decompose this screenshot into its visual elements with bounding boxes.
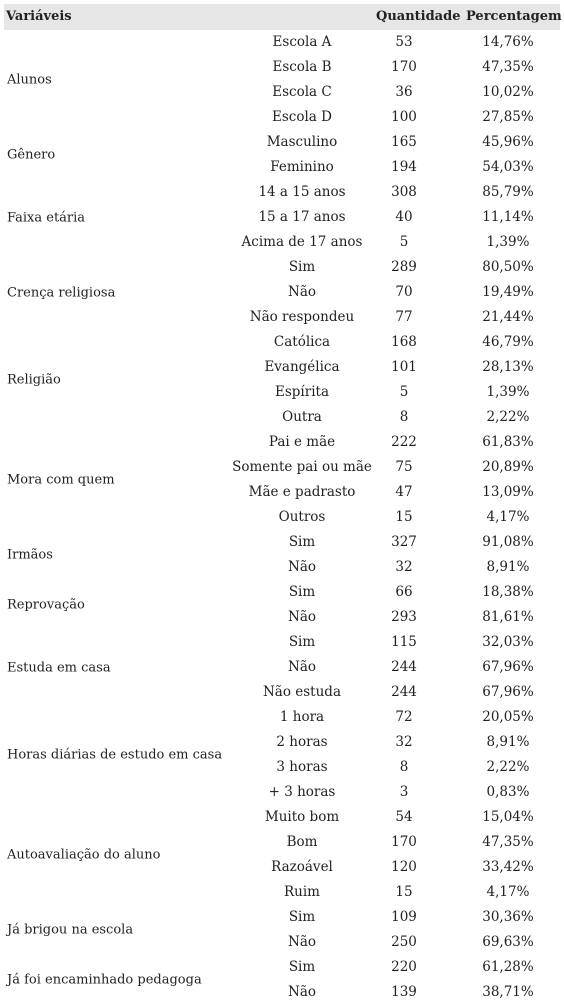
quantity-cell: 289 (391, 259, 417, 275)
quantity-cell: 5 (399, 384, 409, 400)
percentage-cell: 45,96% (482, 134, 534, 150)
category-cell: Escola D (272, 109, 332, 125)
variable-group (4, 905, 560, 955)
table-row (4, 155, 560, 180)
variable-group (4, 630, 560, 705)
variable-group (4, 805, 560, 905)
category-cell: 1 hora (279, 709, 325, 725)
category-cell: Não (288, 984, 316, 1000)
category-cell: Não (288, 609, 316, 625)
category-cell: Escola A (272, 34, 332, 50)
quantity-cell: 54 (395, 809, 413, 825)
category-cell: Escola C (272, 84, 332, 100)
quantity-cell: 170 (391, 834, 417, 850)
category-cell: + 3 horas (268, 784, 336, 800)
quantity-cell: 120 (391, 859, 417, 875)
quantity-cell: 139 (391, 984, 417, 1000)
percentage-cell: 47,35% (482, 834, 534, 850)
percentage-cell: 4,17% (486, 509, 530, 525)
category-cell: Acima de 17 anos (241, 234, 363, 250)
table-row (4, 55, 560, 80)
category-cell: Não estuda (262, 684, 341, 700)
percentage-cell: 47,35% (482, 59, 534, 75)
category-cell: Sim (288, 634, 316, 650)
quantity-cell: 100 (391, 109, 417, 125)
category-cell: 3 horas (276, 759, 328, 775)
category-cell: Sim (288, 584, 316, 600)
quantity-cell: 308 (391, 184, 417, 200)
table-row (4, 380, 560, 405)
quantity-cell: 250 (391, 934, 417, 950)
category-cell: Ruim (284, 884, 320, 900)
category-cell: Outra (282, 409, 322, 425)
variable-label: Autoavaliação do aluno (7, 847, 161, 863)
header-percentagem: Percentagem (466, 9, 562, 24)
variable-group (4, 705, 560, 805)
quantity-cell: 194 (391, 159, 417, 175)
variable-label: Horas diárias de estudo em casa (7, 747, 223, 763)
quantity-cell: 222 (391, 434, 417, 450)
percentage-cell: 61,83% (482, 434, 534, 450)
variable-group (4, 255, 560, 330)
table-row (4, 755, 560, 780)
data-table (4, 4, 560, 1005)
table-row (4, 905, 560, 930)
quantity-cell: 170 (391, 59, 417, 75)
percentage-cell: 91,08% (482, 534, 534, 550)
quantity-cell: 8 (399, 759, 409, 775)
percentage-cell: 18,38% (482, 584, 534, 600)
table-row (4, 830, 560, 855)
quantity-cell: 36 (395, 84, 413, 100)
table-row (4, 480, 560, 505)
percentage-cell: 8,91% (486, 559, 530, 575)
quantity-cell: 220 (391, 959, 417, 975)
table-row (4, 180, 560, 205)
table-row (4, 930, 560, 955)
percentage-cell: 81,61% (482, 609, 534, 625)
variable-group (4, 580, 560, 630)
table-row (4, 880, 560, 905)
table-row (4, 505, 560, 530)
category-cell: 14 a 15 anos (258, 184, 346, 200)
category-cell: Masculino (266, 134, 338, 150)
quantity-cell: 244 (391, 684, 417, 700)
quantity-cell: 3 (399, 784, 409, 800)
category-cell: Não respondeu (249, 309, 355, 325)
variable-group (4, 530, 560, 580)
percentage-cell: 4,17% (486, 884, 530, 900)
category-cell: Não (288, 559, 316, 575)
table-row (4, 355, 560, 380)
category-cell: Outros (278, 509, 326, 525)
table-row (4, 530, 560, 555)
percentage-cell: 0,83% (486, 784, 530, 800)
quantity-cell: 47 (395, 484, 413, 500)
category-cell: Não (288, 934, 316, 950)
quantity-cell: 293 (391, 609, 417, 625)
table-row (4, 780, 560, 805)
category-cell: 15 a 17 anos (258, 209, 346, 225)
category-cell: Não (288, 659, 316, 675)
category-cell: Não (288, 284, 316, 300)
table-row (4, 580, 560, 605)
percentage-cell: 69,63% (482, 934, 534, 950)
category-cell: Sim (288, 959, 316, 975)
table-row (4, 330, 560, 355)
variable-label: Irmãos (7, 547, 53, 563)
table-row (4, 255, 560, 280)
variable-label: Religião (7, 372, 61, 388)
quantity-cell: 109 (391, 909, 417, 925)
variable-group (4, 180, 560, 255)
percentage-cell: 1,39% (486, 234, 530, 250)
percentage-cell: 11,14% (482, 209, 534, 225)
quantity-cell: 244 (391, 659, 417, 675)
quantity-cell: 70 (395, 284, 413, 300)
percentage-cell: 20,89% (482, 459, 534, 475)
category-cell: Bom (286, 834, 318, 850)
variable-label: Crença religiosa (7, 285, 116, 300)
variable-label: Estuda em casa (7, 660, 111, 675)
variable-label: Gênero (7, 147, 56, 163)
percentage-cell: 19,49% (482, 284, 534, 300)
category-cell: Evangélica (264, 359, 340, 375)
quantity-cell: 77 (395, 309, 413, 325)
quantity-cell: 168 (391, 334, 417, 350)
quantity-cell: 5 (399, 234, 409, 250)
percentage-cell: 38,71% (482, 984, 534, 1000)
category-cell: Sim (288, 259, 316, 275)
quantity-cell: 32 (395, 559, 413, 575)
quantity-cell: 115 (391, 634, 417, 650)
percentage-cell: 15,04% (482, 809, 534, 825)
quantity-cell: 53 (395, 34, 413, 50)
percentage-cell: 54,03% (482, 159, 534, 175)
table-row (4, 705, 560, 730)
variable-label: Já foi encaminhado pedagoga (7, 972, 202, 988)
quantity-cell: 8 (399, 409, 409, 425)
category-cell: Somente pai ou mãe (232, 459, 372, 475)
variable-group (4, 430, 560, 530)
table-row (4, 80, 560, 105)
percentage-cell: 67,96% (482, 684, 534, 700)
header-variaveis: Variáveis (6, 9, 72, 24)
variable-group (4, 30, 560, 130)
percentage-cell: 80,50% (482, 259, 534, 275)
table-row (4, 655, 560, 680)
table-row (4, 980, 560, 1005)
percentage-cell: 20,05% (482, 709, 534, 725)
table-row (4, 430, 560, 455)
quantity-cell: 327 (391, 534, 417, 550)
table-row (4, 455, 560, 480)
percentage-cell: 2,22% (486, 759, 530, 775)
table-row (4, 555, 560, 580)
table-row (4, 855, 560, 880)
variable-label: Mora com quem (7, 472, 115, 488)
category-cell: Católica (273, 334, 331, 350)
percentage-cell: 8,91% (486, 734, 530, 750)
variable-label: Já brigou na escola (7, 922, 134, 938)
quantity-cell: 165 (391, 134, 417, 150)
percentage-cell: 33,42% (482, 859, 534, 875)
header-quantidade: Quantidade (376, 9, 461, 24)
table-row (4, 105, 560, 130)
table-row (4, 280, 560, 305)
category-cell: Razoável (271, 859, 333, 875)
table-row (4, 30, 560, 55)
quantity-cell: 15 (395, 509, 413, 525)
table-row (4, 230, 560, 255)
percentage-cell: 85,79% (482, 184, 534, 200)
variable-group (4, 330, 560, 430)
percentage-cell: 28,13% (482, 359, 534, 375)
percentage-cell: 10,02% (482, 84, 534, 100)
percentage-cell: 1,39% (486, 384, 530, 400)
percentage-cell: 2,22% (486, 409, 530, 425)
category-cell: Mãe e padrasto (248, 484, 356, 500)
variable-label: Alunos (7, 72, 52, 88)
table-row (4, 730, 560, 755)
percentage-cell: 30,36% (482, 909, 534, 925)
table-row (4, 605, 560, 630)
variable-label: Reprovação (7, 597, 85, 613)
percentage-cell: 32,03% (482, 634, 534, 650)
quantity-cell: 40 (395, 209, 413, 225)
table-row (4, 405, 560, 430)
percentage-cell: 46,79% (482, 334, 534, 350)
category-cell: Sim (288, 909, 316, 925)
variable-group (4, 130, 560, 180)
table-body (4, 30, 560, 1005)
table-row (4, 130, 560, 155)
category-cell: 2 horas (276, 734, 328, 750)
category-cell: Pai e mãe (268, 434, 336, 450)
percentage-cell: 21,44% (482, 309, 534, 325)
table-row (4, 205, 560, 230)
quantity-cell: 15 (395, 884, 413, 900)
table-row (4, 305, 560, 330)
quantity-cell: 72 (395, 709, 413, 725)
variable-group (4, 955, 560, 1005)
quantity-cell: 101 (391, 359, 417, 375)
table-row (4, 955, 560, 980)
percentage-cell: 61,28% (482, 959, 534, 975)
category-cell: Feminino (270, 159, 334, 175)
table-row (4, 680, 560, 705)
category-cell: Escola B (272, 59, 332, 75)
percentage-cell: 27,85% (482, 109, 534, 125)
category-cell: Espírita (275, 384, 329, 400)
table-row (4, 805, 560, 830)
quantity-cell: 32 (395, 734, 413, 750)
category-cell: Muito bom (264, 809, 340, 825)
percentage-cell: 14,76% (482, 34, 534, 50)
table-header (4, 4, 560, 30)
quantity-cell: 66 (395, 584, 413, 600)
percentage-cell: 13,09% (482, 484, 534, 500)
quantity-cell: 75 (395, 459, 413, 475)
variable-label: Faixa etária (7, 210, 86, 225)
table-row (4, 630, 560, 655)
percentage-cell: 67,96% (482, 659, 534, 675)
category-cell: Sim (288, 534, 316, 550)
